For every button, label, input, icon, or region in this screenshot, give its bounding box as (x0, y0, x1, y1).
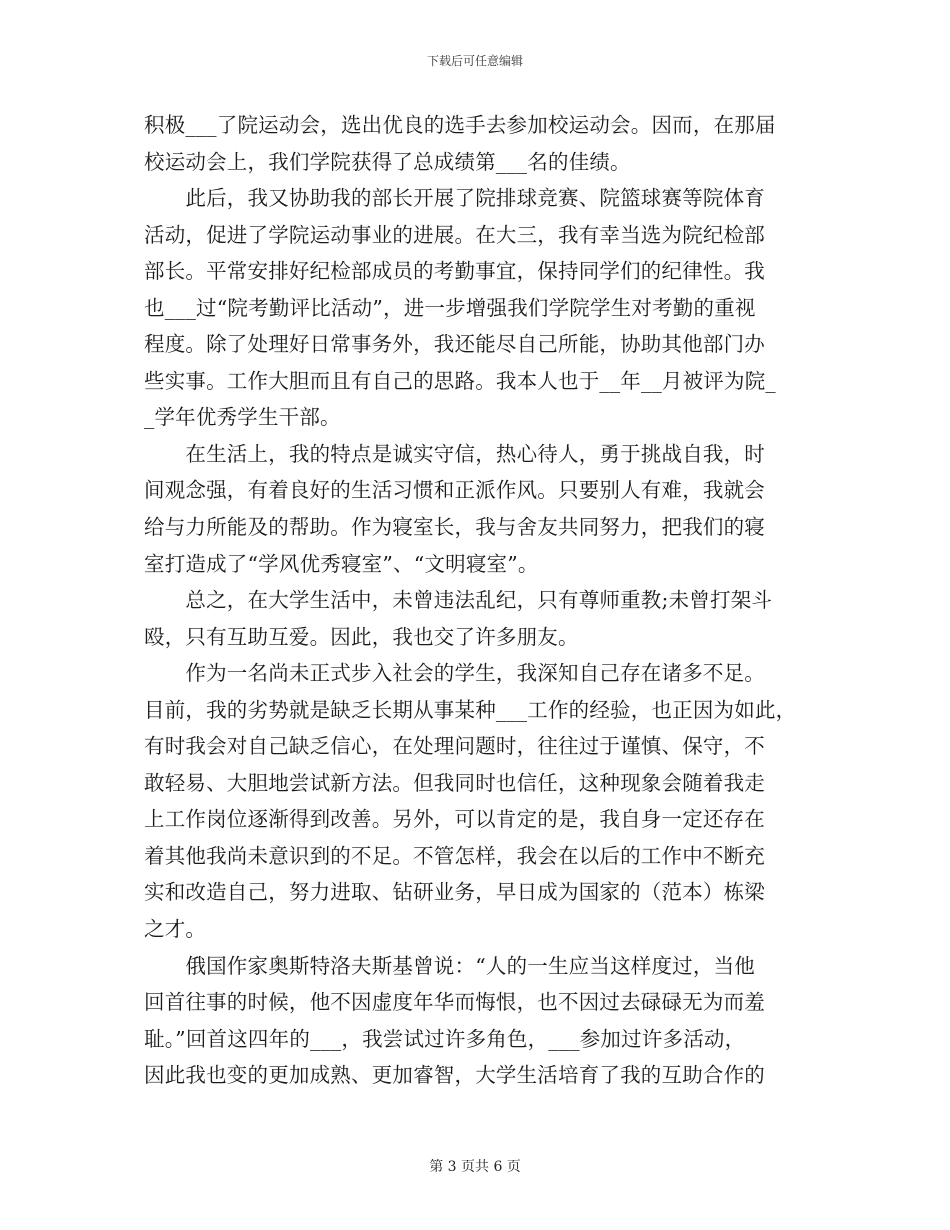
text-line: 活动，促进了学院运动事业的进展。在大三，我有幸当选为院纪检部 (144, 222, 765, 247)
text-line: _学年优秀学生干部。 (144, 405, 341, 430)
text-line: 在生活上，我的特点是诚实守信，热心待人，勇于挑战自我，时 (144, 441, 765, 466)
text-line: 着其他我尚未意识到的不足。不管怎样，我会在以后的工作中不断充 (144, 843, 765, 868)
text-line: 因此我也变的更加成熟、更加睿智，大学生活培育了我的互助合作的 (144, 1063, 765, 1088)
text-line: 回首往事的时候，他不因虚度年华而悔恨，也不因过去碌碌无为而羞 (144, 990, 765, 1015)
text-line: 俄国作家奥斯特洛夫斯基曾说：“人的一生应当这样度过，当他 (144, 953, 755, 978)
text-line: 间观念强，有着良好的生活习惯和正派作风。只要别人有难，我就会 (144, 478, 765, 503)
page-header: 下载后可任意编辑 (426, 54, 523, 68)
text-line: 敢轻易、大胆地尝试新方法。但我同时也信任，这种现象会随着我走 (144, 770, 765, 795)
text-line: 总之，在大学生活中，未曾违法乱纪，只有尊师重教;未曾打架斗 (144, 588, 773, 613)
text-line: 部长。平常安排好纪检部成员的考勤事宜，保持同学们的纪律性。我 (144, 259, 765, 284)
text-line: 耻。”回首这四年的___，我尝试过许多角色，___参加过许多活动， (144, 1026, 746, 1051)
text-line: 有时我会对自己缺乏信心，在处理问题时，往往过于谨慎、保守，不 (144, 734, 765, 759)
text-line: 之才。 (144, 917, 207, 942)
text-line: 目前，我的劣势就是缺乏长期从事某种___工作的经验，也正因为如此， (144, 697, 797, 722)
text-line: 室打造成了“学风优秀寝室”、“文明寝室”。 (144, 551, 539, 576)
text-line: 积极___了院运动会，选出优良的选手去参加校运动会。因而，在那届 (144, 113, 776, 137)
text-line: 殴，只有互助互爱。因此，我也交了许多朋友。 (144, 624, 579, 649)
text-line: 程度。除了处理好日常事务外，我还能尽自己所能，协助其他部门办 (144, 332, 765, 357)
text-line: 上工作岗位逐渐得到改善。另外，可以肯定的是，我自身一定还存在 (144, 807, 765, 832)
page-footer: 第 3 页共 6 页 (429, 1159, 521, 1175)
text-line: 给与力所能及的帮助。作为寝室长，我与舍友共同努力，把我们的寝 (144, 515, 765, 540)
text-line: 作为一名尚未正式步入社会的学生，我深知自己存在诸多不足。 (144, 661, 765, 686)
text-line: 也___过“院考勤评比活动”，进一步增强我们学院学生对考勤的重视 (144, 295, 756, 320)
text-line: 校运动会上，我们学院获得了总成绩第___名的佳绩。 (144, 149, 631, 174)
document-body (144, 107, 820, 1094)
text-line: 些实事。工作大胆而且有自己的思路。我本人也于__年__月被评为院_ (144, 368, 776, 393)
text-line: 此后，我又协助我的部长开展了院排球竞赛、院篮球赛等院体育 (144, 186, 765, 211)
text-line: 实和改造自己，努力进取、钻研业务，早日成为国家的（范本）栋梁 (144, 880, 765, 905)
